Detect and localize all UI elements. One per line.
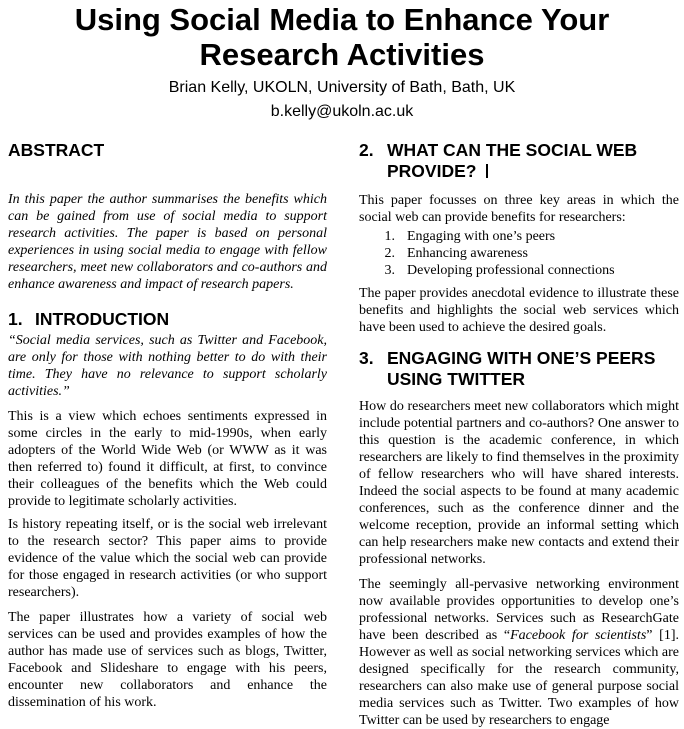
section2-title: WHAT CAN THE SOCIAL WEB PROVIDE? [387, 140, 638, 181]
section3-paragraph-1: How do researchers meet new collaborators which might include potential partners and co-authors? One answer to this question is the academic conference, in which researchers are likely to find themselves in the proximity of fellow researchers who will have shared interests. Indeed the social aspects to be found at many academic conferences, such as the conference dinner and the welcome reception, provide an informal setting which can help researchers make new contacts and extend their professional networks. [359, 399, 679, 567]
section3-number: 3. [359, 348, 374, 368]
list-item: 3. Developing professional connections [384, 263, 615, 278]
text-cursor [486, 164, 488, 178]
section2-paragraph-2: The paper provides anecdotal evidence to illustrate these benefits and highlights the social web services which have been used to achieve the desired goals. [359, 286, 679, 335]
section3-heading [359, 348, 679, 390]
right-column [359, 140, 679, 729]
section2-list [359, 228, 679, 279]
list-item: 2. Enhancing awareness [384, 246, 528, 261]
author-email: b.kelly@ukoln.ac.uk [270, 103, 414, 120]
intro-title: INTRODUCTION [35, 309, 170, 329]
quoted-phrase: Facebook for scientists [510, 628, 647, 643]
title-line-1: Using Social Media to Enhance Your [74, 2, 610, 37]
list-item: 1. Engaging with one’s peers [384, 229, 556, 244]
intro-quote: “Social media services, such as Twitter and Facebook, are only for those with nothing better to do with their time. They have no relevance to support scholarly activities.” [8, 333, 327, 399]
section2-paragraph-1: This paper focusses on three key areas in which the social web can provide benefits for researchers: [359, 193, 679, 225]
intro-paragraph-1: This is a view which echoes sentiments expressed in some circles in the early to mid-1990s, when early adopters of the World Wide Web (or WWW as it was then referred to) found it difficult, at first, to convince their colleagues of the benefits which the Web could provide to legitimate scholarly activities. [8, 409, 327, 509]
left-column [8, 140, 327, 711]
paper-title [0, 0, 684, 72]
author-line: Brian Kelly, UKOLN, University of Bath, Bath, UK [168, 79, 516, 96]
intro-number: 1. [8, 309, 23, 329]
title-line-2: Research Activities [199, 37, 485, 72]
intro-heading [8, 309, 327, 330]
section3-paragraph-2: The seemingly all-pervasive networking environment now available provides opportunities to develop one’s professional networks. Services such as ResearchGate have been described as “Facebook for scientists” [1]. However as well as social networking services which are designed specifically for the research community, researchers can also make use of general purpose social media services such as Twitter. Two examples of how Twitter can be used by researchers to engage [359, 577, 679, 728]
section2-number: 2. [359, 140, 374, 160]
section3-title: ENGAGING WITH ONE’S PEERS USING TWITTER [387, 348, 656, 389]
intro-paragraph-2: Is history repeating itself, or is the social web irrelevant to the research sector? This paper aims to provide evidence of the value which the social web can provide for those engaged in research activities (or who support researchers). [8, 517, 327, 600]
abstract-heading: ABSTRACT [8, 140, 105, 160]
abstract-text: In this paper the author summarises the benefits which can be gained from use of social media to support research activities. The paper is based on personal experiences in using social media to engage with fellow researchers, meet new collaborators and co-authors and enhance awareness and impact of research papers. [8, 192, 327, 292]
section2-heading [359, 140, 679, 182]
intro-paragraph-3: The paper illustrates how a variety of social web services can be used and provides examples of how the author has made use of services such as blogs, Twitter, Facebook and Slideshare to engage with his peers, encounter new collaborators and enhance the dissemination of his work. [8, 610, 327, 710]
